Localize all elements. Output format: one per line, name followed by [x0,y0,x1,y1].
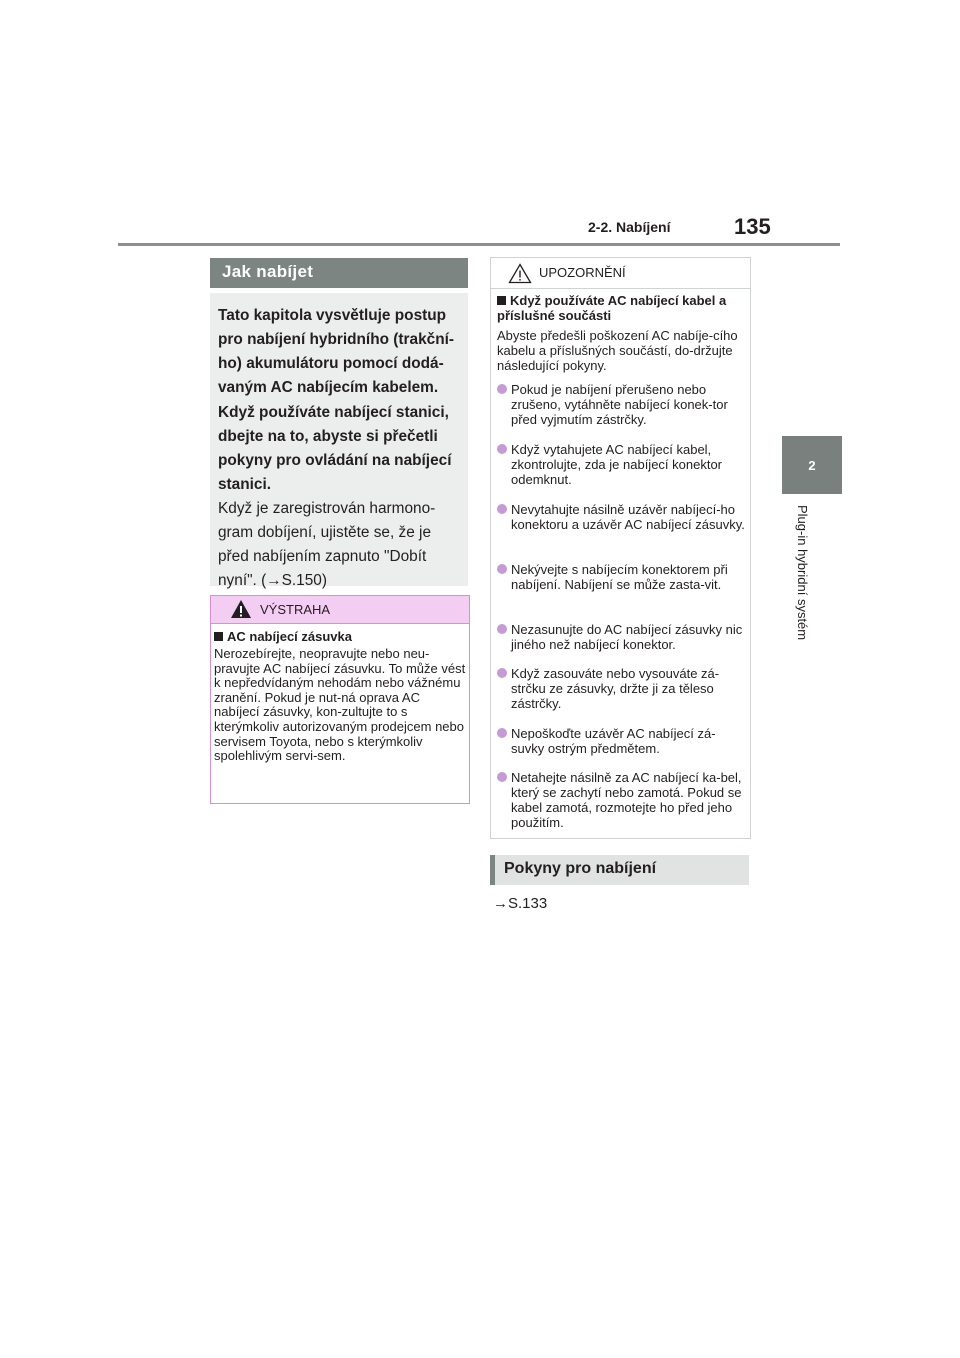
list-item: Netahejte násilně za AC nabíjecí ka-bel, který se zachytí nebo zamotá. Pokud se kabel zamotá, rozmotejte ho před jeho použitím. [497,770,747,830]
page-number: 135 [734,214,771,239]
round-bullet-icon [497,504,507,514]
chapter-tab-title: Plug-in hybridní systém [795,505,810,641]
page-reference-link[interactable]: →S.133 [493,895,548,912]
square-bullet-icon [497,296,506,305]
notice-header [491,258,750,289]
round-bullet-icon [497,444,507,454]
section-heading-how-to-charge [210,258,468,288]
round-bullet-icon [497,728,507,738]
list-item: Když vytahujete AC nabíjecí kabel, zkontrolujte, zda je nabíjecí konektor odemknut. [497,442,747,487]
notice-intro: Abyste předešli poškození AC nabíje-cího kabelu a příslušných součástí, do-držujte následující pokyny. [497,328,738,373]
list-item: Nevytahujte násilně uzávěr nabíjecí-ho konektoru a uzávěr AC nabíjecí zásuvky. [497,502,747,532]
warning-title: VÝSTRAHA [260,602,331,617]
list-item: Nepoškoďte uzávěr AC nabíjecí zá-suvky ostrým předmětem. [497,726,747,756]
intro-paragraph: Když používáte nabíjecí stanici, dbejte na to, abyste si přečetli pokyny pro ovládání na nabíjecí stanici. [218,404,452,493]
notice-subheading: Když používáte AC nabíjecí kabel a příslušné součásti [497,293,727,323]
notice-title: UPOZORNĚNÍ [539,265,626,280]
chapter-tab-number: 2 [808,458,816,473]
running-header-section: 2-2. Nabíjení [588,219,671,235]
list-item: Když zasouváte nebo vysouváte zá-strčku ze zásuvky, držte ji za těleso zástrčky. [497,666,747,711]
square-bullet-icon [214,632,223,641]
warning-subheading: AC nabíjecí zásuvka [214,629,466,644]
list-item: Nekývejte s nabíjecím konektorem při nabíjení. Nabíjení se může zasta-vit. [497,562,747,592]
round-bullet-icon [497,384,507,394]
header-rule [118,243,840,246]
round-bullet-icon [497,564,507,574]
list-item: Nezasunujte do AC nabíjecí zásuvky nic jiného než nabíjecí konektor. [497,622,747,652]
round-bullet-icon [497,624,507,634]
round-bullet-icon [497,668,507,678]
intro-paragraph: Tato kapitola vysvětluje postup pro nabíjení hybridního (trakční-ho) akumulátoru pomocí dodá-vaným AC nabíjecím kabelem. [218,307,454,396]
warning-box [210,595,470,804]
list-item: Pokud je nabíjení přerušeno nebo zrušeno, vytáhněte nabíjecí konek-tor před vyjmutím zástrčky. [497,382,747,427]
intro-paragraph: Když je zaregistrován harmono-gram dobíjení, ujistěte se, že je před nabíjením zapnuto "Dobít nyní". (→S.150) [218,500,436,589]
section-heading-text: Jak nabíjet [222,262,314,281]
round-bullet-icon [497,772,507,782]
warning-header [211,596,469,624]
warning-triangle-icon [230,599,252,619]
intro-box [210,293,468,589]
caution-triangle-icon [508,263,532,284]
warning-text: Nerozebírejte, neopravujte nebo neu-pravujte AC nabíjecí zásuvku. To může vést k nepředvídaným nehodám nebo vážnému zranění. Pokud je nut-ná oprava AC nabíjecí zásuvky, kon-zultujte to s kterýmkoliv autorizovaným prodejcem nebo servisem Toyota, nebo s kterýmkoliv spolehlivým servi-sem. [214,646,466,764]
notice-box [490,257,751,839]
section-heading-charging-instructions [490,855,749,885]
section-heading-text: Pokyny pro nabíjení [504,860,657,877]
